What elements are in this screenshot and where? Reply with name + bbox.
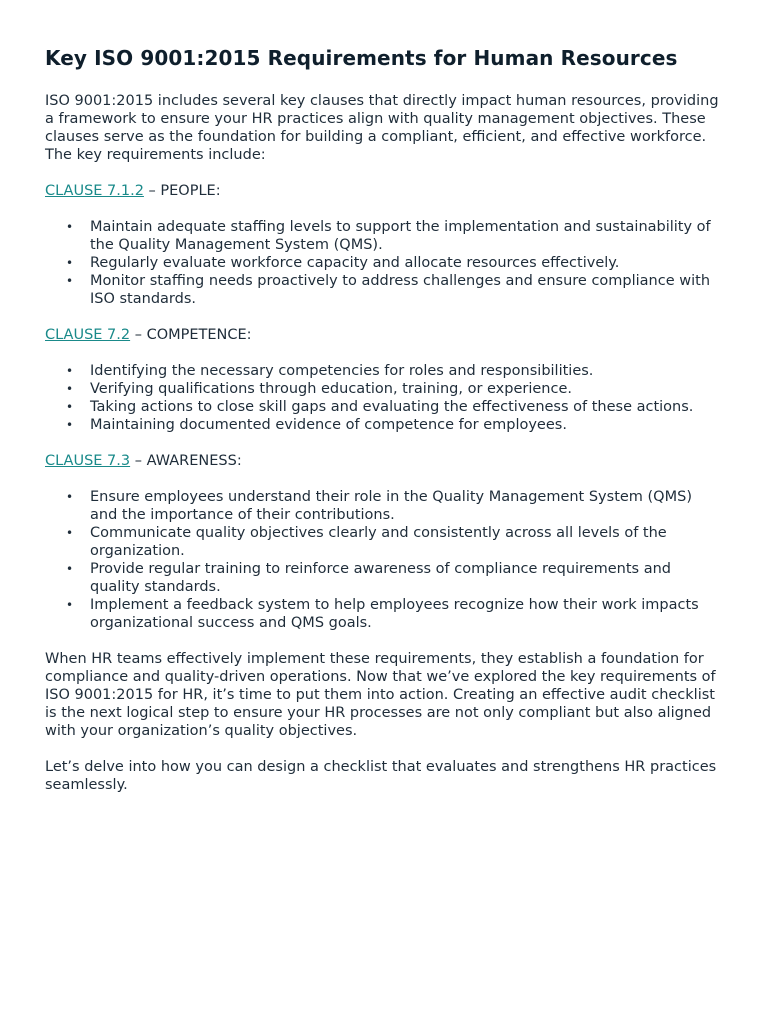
closing-paragraph: When HR teams effectively implement these requirements, they establish a foundation for compliance and quality-driven operations. Now that we’ve explored the key requirements of ISO 9001:2015 for HR, it’s time to put them into action. Creating an effective audit checklist is the next logical step to ensure your HR processes are not only compliant but also aligned with your organization’s quality objectives. bbox=[45, 651, 716, 739]
list-item: • Communicate quality objectives clearly and consistently across all levels of the organization. bbox=[90, 524, 722, 560]
clause-link-7-1-2[interactable]: CLAUSE 7.1.2 bbox=[45, 183, 144, 199]
clause-heading bbox=[45, 326, 722, 344]
clause-heading bbox=[45, 452, 722, 470]
clause-heading bbox=[45, 182, 722, 200]
clause-suffix: – PEOPLE: bbox=[143, 183, 221, 199]
list-item: • Maintain adequate staffing levels to support the implementation and sustainability of the Quality Management System (QMS). bbox=[90, 218, 722, 254]
clause-suffix: – COMPETENCE: bbox=[130, 327, 252, 343]
clause-list bbox=[45, 362, 722, 434]
list-item: • Implement a feedback system to help employees recognize how their work impacts organizational success and QMS goals. bbox=[90, 596, 722, 632]
clause-suffix: – AWARENESS: bbox=[130, 453, 242, 469]
clause-list bbox=[45, 218, 722, 308]
clause-link-7-2[interactable]: CLAUSE 7.2 bbox=[45, 327, 131, 343]
clause-section-competence bbox=[45, 326, 722, 434]
list-item: • Taking actions to close skill gaps and evaluating the effectiveness of these actions. bbox=[90, 398, 722, 416]
intro-paragraph: ISO 9001:2015 includes several key clauses that directly impact human resources, providing a framework to ensure your HR practices align with quality management objectives. These clauses serve as the foundation for building a compliant, efficient, and effective workforce. The key requirements include: bbox=[45, 93, 719, 163]
clause-link-7-3[interactable]: CLAUSE 7.3 bbox=[45, 453, 131, 469]
clause-list bbox=[45, 488, 722, 632]
list-item: • Identifying the necessary competencies for roles and responsibilities. bbox=[90, 362, 722, 380]
list-item: • Ensure employees understand their role in the Quality Management System (QMS) and the importance of their contributions. bbox=[90, 488, 722, 524]
list-item: • Verifying qualifications through education, training, or experience. bbox=[90, 380, 722, 398]
clause-section-people bbox=[45, 182, 722, 308]
list-item: • Regularly evaluate workforce capacity and allocate resources effectively. bbox=[90, 254, 722, 272]
list-item: • Monitor staffing needs proactively to address challenges and ensure compliance with ISO standards. bbox=[90, 272, 722, 308]
outro-paragraph: Let’s delve into how you can design a checklist that evaluates and strengthens HR practices seamlessly. bbox=[45, 759, 717, 793]
clause-section-awareness bbox=[45, 452, 722, 632]
list-item: • Maintaining documented evidence of competence for employees. bbox=[90, 416, 722, 434]
page-title: Key ISO 9001:2015 Requirements for Human Resources bbox=[45, 46, 678, 70]
list-item: • Provide regular training to reinforce awareness of compliance requirements and quality standards. bbox=[90, 560, 722, 596]
